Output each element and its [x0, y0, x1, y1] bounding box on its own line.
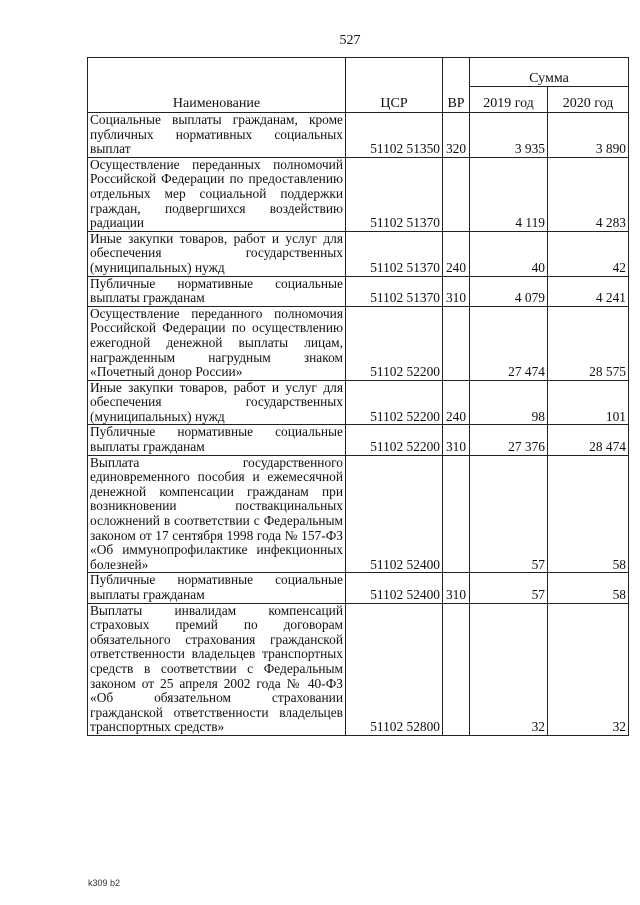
row-sum-2020: 42 — [548, 231, 629, 276]
row-sum-2019: 32 — [470, 603, 548, 735]
row-name: Выплаты инвалидам компенсаций страховых премий по договорам обязательного страхования гражданской ответственности владельцев транспортных средств в соответствии с Федеральным законом от 25 апреля 2002 года № 40-ФЗ «Об обязательном страховании гражданской ответственности владельцев транспортных средств» — [88, 603, 346, 735]
row-vr: 310 — [443, 276, 470, 306]
table-row — [88, 455, 629, 573]
row-sum-2019: 98 — [470, 380, 548, 425]
row-sum-2020: 58 — [548, 455, 629, 573]
row-csr: 51102 51370 — [346, 231, 443, 276]
table-row — [88, 306, 629, 380]
row-sum-2019: 4 119 — [470, 157, 548, 231]
row-name: Иные закупки товаров, работ и услуг для обеспечения государственных (муниципальных) нужд — [88, 380, 346, 425]
table-row — [88, 603, 629, 735]
row-vr: 320 — [443, 113, 470, 158]
header-csr: ЦСР — [346, 58, 443, 113]
row-name: Публичные нормативные социальные выплаты гражданам — [88, 276, 346, 306]
row-name: Иные закупки товаров, работ и услуг для обеспечения государственных (муниципальных) нужд — [88, 231, 346, 276]
table-row — [88, 380, 629, 425]
table-header — [88, 58, 629, 113]
table-row — [88, 573, 629, 603]
row-csr: 51102 52200 — [346, 380, 443, 425]
table-row — [88, 157, 629, 231]
row-name: Публичные нормативные социальные выплаты гражданам — [88, 573, 346, 603]
row-sum-2020: 28 474 — [548, 425, 629, 455]
row-sum-2019: 57 — [470, 455, 548, 573]
row-vr: 240 — [443, 231, 470, 276]
row-vr — [443, 157, 470, 231]
row-sum-2019: 57 — [470, 573, 548, 603]
row-name: Выплата государственного единовременного пособия и ежемесячной денежной компенсации гражданам при возникновении поствакцинальных осложнений в соответствии с Федеральным законом от 17 сентября 1998 года № 157-ФЗ «Об иммунопрофилактике инфекционных болезней» — [88, 455, 346, 573]
row-name: Публичные нормативные социальные выплаты гражданам — [88, 425, 346, 455]
row-csr: 51102 51370 — [346, 276, 443, 306]
header-name: Наименование — [88, 58, 346, 113]
row-sum-2020: 101 — [548, 380, 629, 425]
row-vr — [443, 603, 470, 735]
header-year-2019: 2019 год — [470, 87, 548, 113]
table-row — [88, 276, 629, 306]
row-sum-2019: 27 376 — [470, 425, 548, 455]
row-sum-2019: 3 935 — [470, 113, 548, 158]
row-vr: 310 — [443, 425, 470, 455]
footer-code: k309 b2 — [88, 878, 121, 888]
table-row — [88, 113, 629, 158]
table-body — [88, 113, 629, 736]
header-vr: ВР — [443, 58, 470, 113]
header-year-2020: 2020 год — [548, 87, 629, 113]
row-sum-2020: 32 — [548, 603, 629, 735]
row-sum-2020: 4 283 — [548, 157, 629, 231]
row-vr — [443, 306, 470, 380]
table-row — [88, 425, 629, 455]
row-sum-2020: 28 575 — [548, 306, 629, 380]
row-name: Социальные выплаты гражданам, кроме публичных нормативных социальных выплат — [88, 113, 346, 158]
row-vr — [443, 455, 470, 573]
row-sum-2019: 4 079 — [470, 276, 548, 306]
budget-table — [87, 57, 629, 736]
row-sum-2020: 3 890 — [548, 113, 629, 158]
row-csr: 51102 52400 — [346, 455, 443, 573]
row-csr: 51102 51350 — [346, 113, 443, 158]
row-csr: 51102 52800 — [346, 603, 443, 735]
row-sum-2020: 4 241 — [548, 276, 629, 306]
row-csr: 51102 52200 — [346, 306, 443, 380]
row-csr: 51102 52400 — [346, 573, 443, 603]
page-number: 527 — [339, 33, 361, 48]
header-sum: Сумма — [470, 58, 629, 87]
row-name: Осуществление переданных полномочий Российской Федерации по предоставлению отдельных мер социальной поддержки граждан, подвергшихся воздействию радиации — [88, 157, 346, 231]
row-sum-2019: 27 474 — [470, 306, 548, 380]
row-csr: 51102 51370 — [346, 157, 443, 231]
row-sum-2019: 40 — [470, 231, 548, 276]
row-name: Осуществление переданного полномочия Российской Федерации по осуществлению ежегодной денежной выплаты лицам, награжденным нагрудным знаком «Почетный донор России» — [88, 306, 346, 380]
row-vr: 240 — [443, 380, 470, 425]
row-vr: 310 — [443, 573, 470, 603]
table-row — [88, 231, 629, 276]
row-sum-2020: 58 — [548, 573, 629, 603]
row-csr: 51102 52200 — [346, 425, 443, 455]
